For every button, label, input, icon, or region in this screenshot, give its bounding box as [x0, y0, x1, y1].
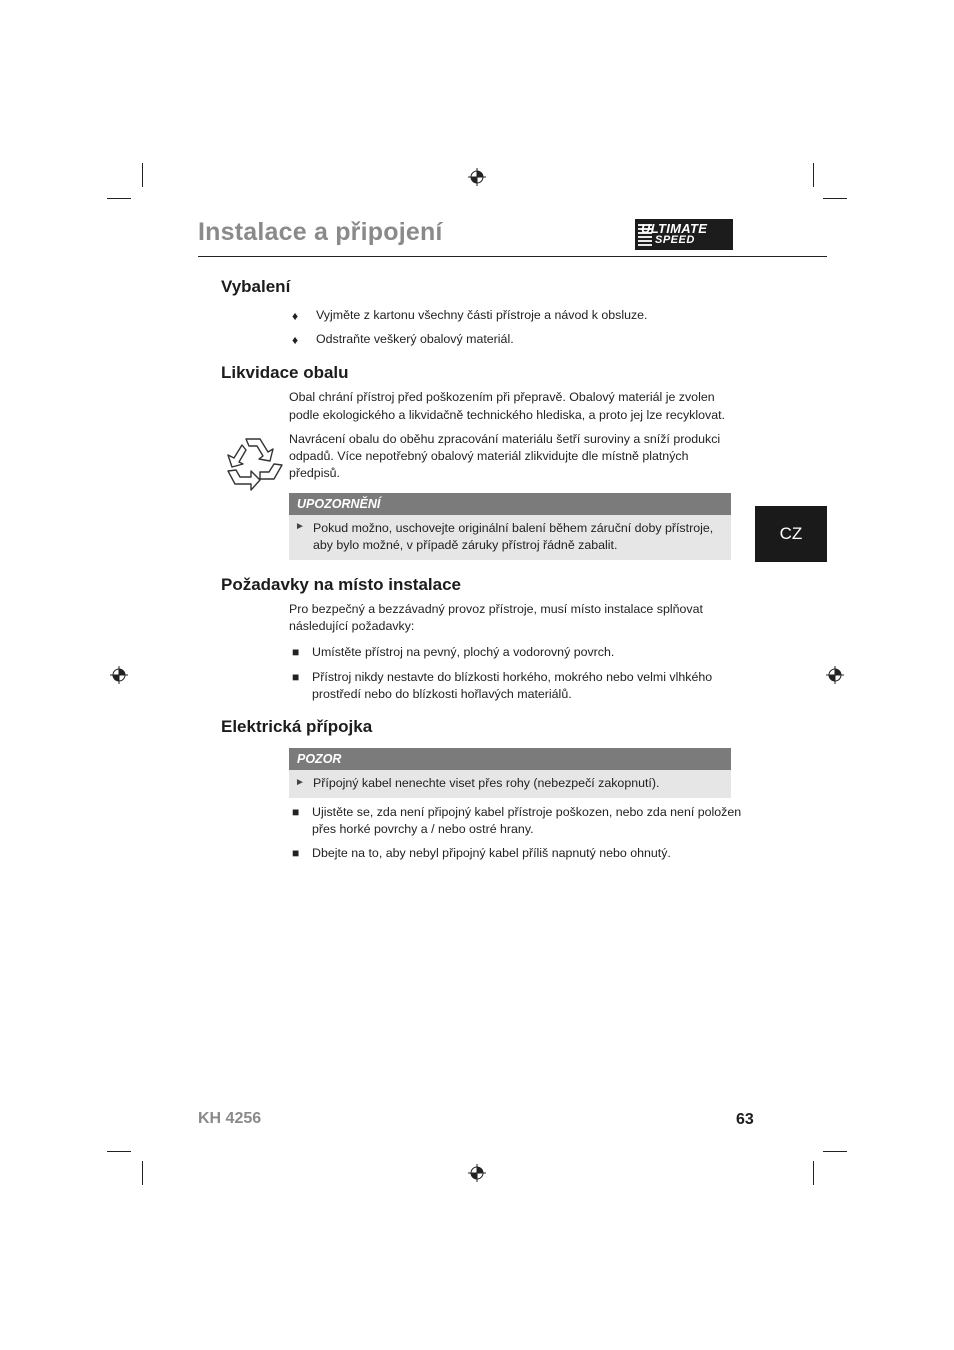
recycle-icon [224, 433, 286, 491]
square-bullet-icon: ■ [292, 645, 300, 659]
paragraph-line: následující požadavky: [289, 619, 415, 633]
title-divider [198, 256, 827, 257]
list-item: Přístroj nikdy nestavte do blízkosti horkého, mokrého nebo velmi vlhkého [312, 670, 713, 684]
notice-header: UPOZORNĚNÍ [289, 493, 731, 515]
paragraph-line: Pro bezpečný a bezzávadný provoz přístroje, musí místo instalace splňovat [289, 602, 703, 616]
crop-mark [142, 163, 143, 187]
logo-line2: SPEED [655, 234, 695, 246]
list-item: Umístěte přístroj na pevný, plochý a vodorovný povrch. [312, 645, 615, 659]
arrow-bullet-icon: ► [295, 777, 305, 788]
paragraph-line: předpisů. [289, 466, 340, 480]
page-title: Instalace a připojení [198, 218, 443, 246]
list-item: Ujistěte se, zda není připojný kabel přístroje poškozen, nebo zda není položen [312, 805, 742, 819]
list-item: přes horké povrchy a / nebo ostré hrany. [312, 822, 534, 836]
list-item: prostředí nebo do blízkosti hořlavých materiálů. [312, 687, 572, 701]
crop-mark [142, 1161, 143, 1185]
crop-mark [107, 198, 131, 199]
list-item: Dbejte na to, aby nebyl připojný kabel příliš napnutý nebo ohnutý. [312, 846, 671, 860]
list-item: Vyjměte z kartonu všechny části přístroje a návod k obsluze. [316, 308, 648, 322]
registration-mark-icon [468, 168, 486, 186]
notice-line: Pokud možno, uschovejte originální balení během záruční doby přístroje, [313, 521, 714, 535]
paragraph-line: Navrácení obalu do oběhu zpracování materiálu šetří suroviny a sníží produkci [289, 432, 721, 446]
diamond-bullet-icon: ♦ [292, 333, 299, 347]
section-heading-unpacking: Vybalení [221, 277, 291, 296]
caution-header: POZOR [289, 748, 731, 770]
square-bullet-icon: ■ [292, 846, 300, 860]
paragraph-line: podle ekologického a likvidačně technického hlediska, a proto jej lze recyklovat. [289, 408, 725, 422]
notice-line: aby bylo možné, v případě záruky přístroj řádně zabalit. [313, 538, 618, 552]
crop-mark [823, 1151, 847, 1152]
paragraph-line: Obal chrání přístroj před poškozením při přepravě. Obalový materiál je zvolen [289, 390, 715, 404]
notice-body [289, 515, 731, 560]
square-bullet-icon: ■ [292, 670, 300, 684]
paragraph-line: odpadů. Více nepotřebný obalový materiál zlikvidujte dle místně platných [289, 449, 689, 463]
brand-logo [635, 219, 733, 250]
language-tab: CZ [755, 506, 827, 562]
registration-mark-icon [110, 666, 128, 684]
logo-line1: ULTIMATE [641, 221, 708, 236]
crop-mark [813, 163, 814, 187]
arrow-bullet-icon: ► [295, 521, 305, 532]
square-bullet-icon: ■ [292, 805, 300, 819]
page-number: 63 [736, 1111, 754, 1128]
model-number: KH 4256 [198, 1110, 262, 1127]
registration-mark-icon [826, 666, 844, 684]
section-heading-location: Požadavky na místo instalace [221, 575, 461, 594]
list-item: Odstraňte veškerý obalový materiál. [316, 332, 514, 346]
registration-mark-icon [468, 1164, 486, 1182]
caution-body [289, 770, 731, 798]
section-heading-electrical: Elektrická přípojka [221, 717, 373, 736]
diamond-bullet-icon: ♦ [292, 309, 299, 323]
crop-mark [813, 1161, 814, 1185]
crop-mark [107, 1151, 131, 1152]
caution-line: Přípojný kabel nenechte viset přes rohy (nebezpečí zakopnutí). [313, 776, 660, 790]
crop-mark [823, 198, 847, 199]
section-heading-disposal: Likvidace obalu [221, 363, 349, 382]
